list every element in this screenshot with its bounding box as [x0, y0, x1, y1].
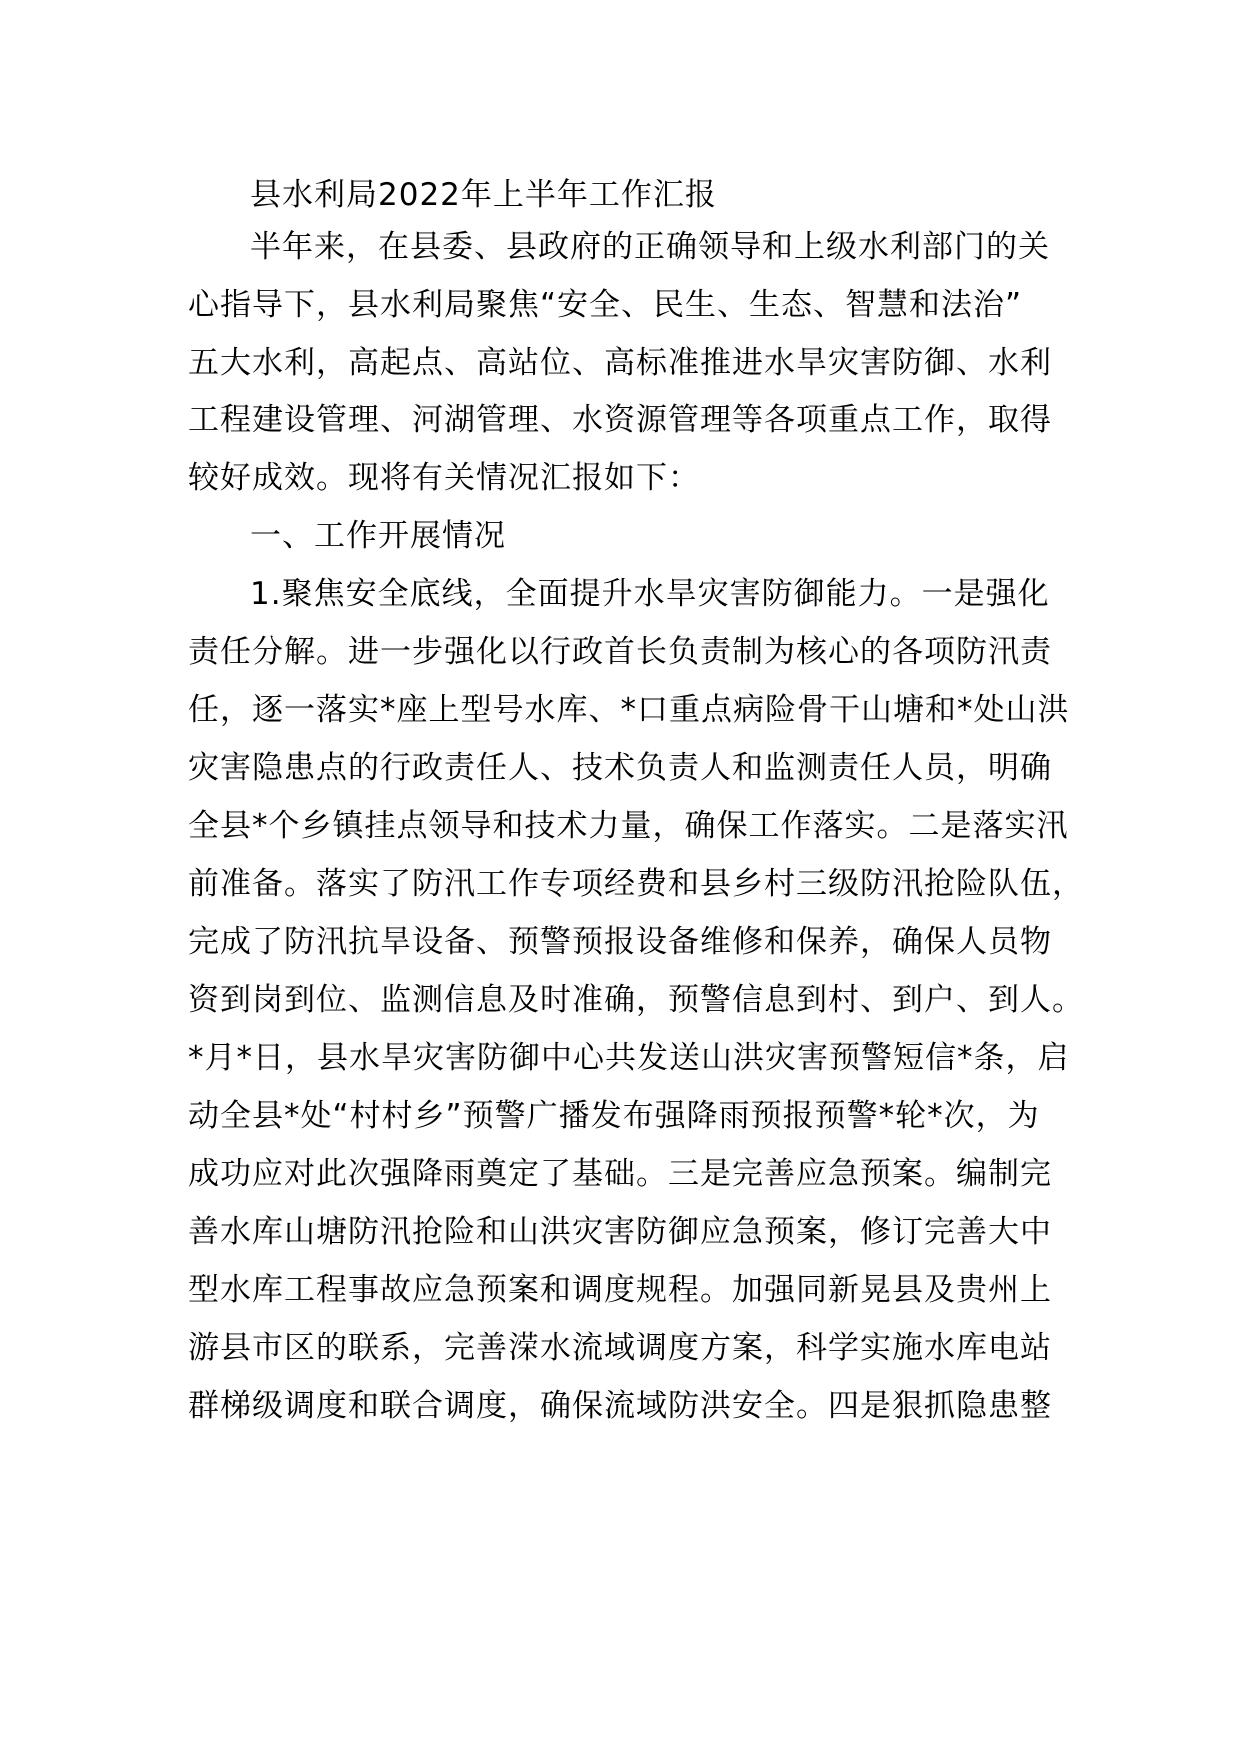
body-line: 灾害隐患点的行政责任人、技术负责人和监测责任人员，明确 — [188, 750, 1052, 786]
body-line: 心指导下，县水利局聚焦“安全、民生、生态、智慧和法治” — [188, 287, 1023, 323]
document-title: 县水利局2022年上半年工作汇报 — [250, 177, 717, 213]
body-line: 游县市区的联系，完善溁水流域调度方案，科学实施水库电站 — [188, 1330, 1052, 1366]
body-line: 资到岗到位、监测信息及时准确，预警信息到村、到户、到人。 — [188, 982, 1084, 1018]
body-line: 完成了防汛抗旱设备、预警预报设备维修和保养，确保人员物 — [188, 924, 1052, 960]
body-line: 责任分解。进一步强化以行政首长负责制为核心的各项防汛责 — [188, 634, 1052, 670]
body-line: 群梯级调度和联合调度，确保流域防洪安全。四是狠抓隐患整 — [188, 1388, 1052, 1424]
body-line: 成功应对此次强降雨奠定了基础。三是完善应急预案。编制完 — [188, 1156, 1052, 1192]
body-line: 较好成效。现将有关情况汇报如下： — [188, 460, 700, 496]
body-line: 五大水利，高起点、高站位、高标准推进水旱灾害防御、水利 — [188, 345, 1052, 381]
body-line: 半年来，在县委、县政府的正确领导和上级水利部门的关 — [250, 229, 1050, 265]
body-line: 任，逐一落实*座上型号水库、*口重点病险骨干山塘和*处山洪 — [188, 692, 1070, 728]
body-line: 工程建设管理、河湖管理、水资源管理等各项重点工作，取得 — [188, 402, 1052, 438]
section-heading: 一、工作开展情况 — [250, 518, 506, 554]
body-line: 全县*个乡镇挂点领导和技术力量，确保工作落实。二是落实汛 — [188, 808, 1069, 844]
body-line: 前准备。落实了防汛工作专项经费和县乡村三级防汛抢险队伍， — [188, 866, 1084, 902]
body-line: 善水库山塘防汛抢险和山洪灾害防御应急预案，修订完善大中 — [188, 1214, 1052, 1250]
body-line: 动全县*处“村村乡”预警广播发布强降雨预报预警*轮*次，为 — [188, 1098, 1040, 1134]
body-line: 型水库工程事故应急预案和调度规程。加强同新晃县及贵州上 — [188, 1272, 1052, 1308]
body-line: 1.聚焦安全底线，全面提升水旱灾害防御能力。一是强化 — [250, 576, 1050, 612]
body-line: *月*日，县水旱灾害防御中心共发送山洪灾害预警短信*条，启 — [188, 1040, 1070, 1076]
